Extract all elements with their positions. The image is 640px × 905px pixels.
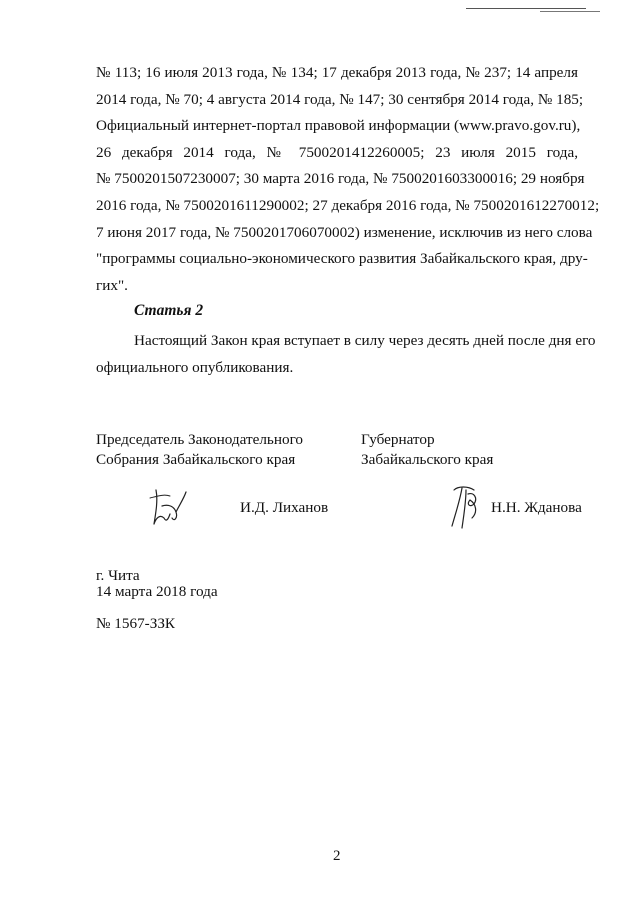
left-signatory-name: И.Д. Лиханов (240, 499, 329, 516)
article-line: официального опубликования. (96, 358, 294, 376)
left-title-line2: Собрания Забайкальского края (96, 451, 296, 468)
paragraph-line: гих". (96, 276, 128, 294)
right-title-line2: Забайкальского края (361, 451, 494, 468)
right-title-line1: Губернатор (361, 431, 435, 448)
page-number: 2 (333, 848, 341, 864)
header-rule-short (540, 11, 600, 12)
left-title-line1: Председатель Законодательного (96, 431, 304, 448)
paragraph-line: 2016 года, № 7500201611290002; 27 декабря 2016 года, № 7500201612270012; (96, 196, 600, 214)
paragraph-line: 2014 года, № 70; 4 августа 2014 года, № 147; 30 сентября 2014 года, № 185; (96, 90, 584, 108)
article-line: Настоящий Закон края вступает в силу через десять дней после дня его (134, 332, 596, 349)
right-signatory-name: Н.Н. Жданова (491, 499, 582, 516)
paragraph-line: 7 июня 2017 года, № 7500201706070002) изменение, исключив из него слова (96, 223, 593, 241)
paragraph-line: Официальный интернет-портал правовой информации (www.pravo.gov.ru), (96, 117, 581, 135)
paragraph-line: "программы социально-экономического развития Забайкальского края, дру- (96, 250, 588, 268)
right-signature-icon (448, 482, 482, 532)
header-rule (466, 8, 586, 9)
paragraph-line: № 113; 16 июля 2013 года, № 134; 17 декабря 2013 года, № 237; 14 апреля (96, 64, 578, 81)
left-signature-icon (146, 484, 188, 530)
signing-date: 14 марта 2018 года (96, 583, 218, 600)
place-of-signing: г. Чита (96, 567, 140, 584)
law-number: № 1567-ЗЗК (96, 615, 176, 632)
left-signatory-title (96, 430, 303, 470)
amendment-paragraph (96, 60, 600, 299)
right-signatory-title (361, 430, 493, 470)
paragraph-line: № 7500201507230007; 30 марта 2016 года, № 7500201603300016; 29 ноября (96, 170, 585, 188)
article-title: Статья 2 (134, 302, 204, 319)
paragraph-line: 26 декабря 2014 года, № 7500201412260005; 23 июля 2015 года, (96, 143, 578, 161)
article-body (96, 328, 596, 381)
